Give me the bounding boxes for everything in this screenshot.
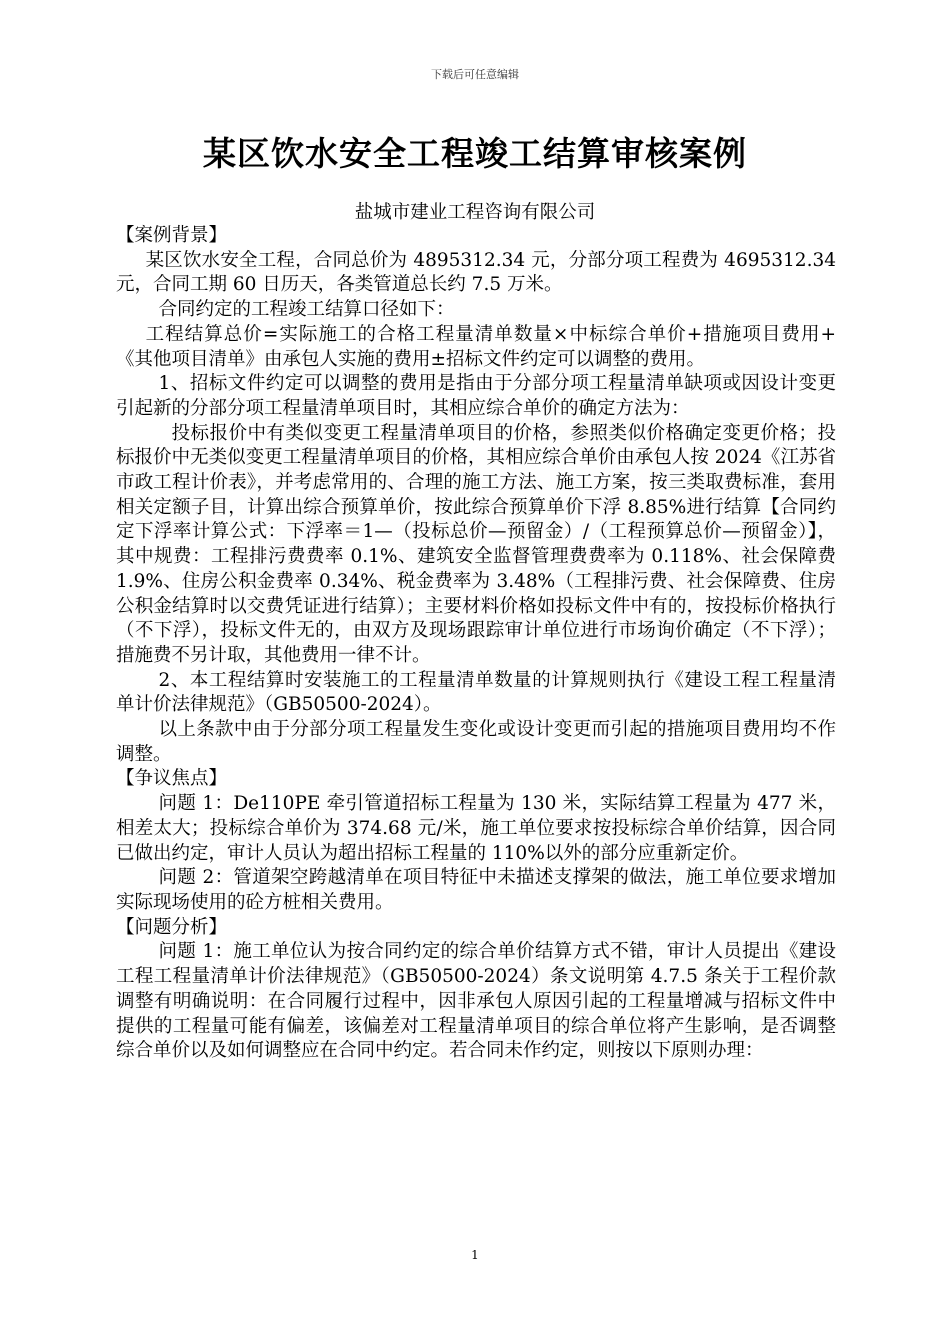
section-heading-analysis: 【问题分析】 — [116, 916, 228, 938]
paragraph: 2、本工程结算时安装施工的工程量清单数量的计算规则执行《建设工程工程量清单计价法律规范》（GB50500-2024）。 — [116, 669, 836, 716]
paragraph: 合同约定的工程竣工结算口径如下： — [158, 299, 455, 321]
paragraph: 问题 2：管道架空跨越清单在项目特征中未描述支撑架的做法，施工单位要求增加实际现场使用的砼方桩相关费用。 — [116, 867, 836, 913]
paragraph: 工程结算总价=实际施工的合格工程量清单数量×中标综合单价+措施项目费用+《其他项目清单》由承包人实施的费用±招标文件约定可以调整的费用。 — [116, 323, 836, 370]
paragraph: 某区饮水安全工程，合同总价为 4895312.34 元，分部分项工程费为 4695312.34 元，合同工期 60 日历天，各类管道总长约 7.5 万米。 — [116, 249, 836, 296]
company-name: 盐城市建业工程咨询有限公司 — [354, 202, 596, 223]
paragraph: 问题 1：施工单位认为按合同约定的综合单价结算方式不错，审计人员提出《建设工程工程量清单计价法律规范》（GB50500-2024）条文说明第 4.7.5 条关于工程价款调整有明确说明：在合同履行过程中，因非承包人原因引起的工程量增减与招标文件中提供的工程量可能有偏差，该偏差对工程量清单项目的综合单位将产生影响，是否调整综合单价以及如何调整应在合同中约定。若合同未作约定，则按以下原则办理： — [116, 941, 836, 1062]
paragraph: 1、招标文件约定可以调整的费用是指由于分部分项工程量清单缺项或因设计变更引起新的分部分项工程量清单项目时，其相应综合单价的确定方法为： — [116, 373, 836, 419]
document-title: 某区饮水安全工程竣工结算审核案例 — [203, 134, 747, 173]
document-body — [116, 224, 836, 1064]
paragraph: 投标报价中有类似变更工程量清单项目的价格，参照类似价格确定变更价格；投标报价中无类似变更工程量清单项目的价格，其相应综合单价由承包人按 2024《江苏省市政工程计价表》，并考虑常用的、合理的施工方法、施工方案，按三类取费标准，套用相关定额子目，计算出综合预算单价，按此综合预算单价下浮 8.85%进行结算【合同约定下浮率计算公式：下浮率＝1—（投标总价—预留金）/（工程预算总价—预留金）】，其中规费：工程排污费费率 0.1%、建筑安全监督管理费费率为 0.118%、社会保障费 1.9%、住房公积金费率 0.34%、税金费率为 3.48%（工程排污费、社会保障费、住房公积金结算时以交费凭证进行结算）；主要材料价格如投标文件中有的，按投标价格执行（不下浮），投标文件无的，由双方及现场跟踪审计单位进行市场询价确定（不下浮）；措施费不另计取，其他费用一律不计。 — [116, 422, 836, 666]
section-heading-dispute: 【争议焦点】 — [116, 768, 228, 790]
section-heading-background: 【案例背景】 — [116, 225, 228, 246]
page-number: 1 — [471, 1248, 479, 1262]
paragraph: 以上条款中由于分部分项工程量发生变化或设计变更而引起的措施项目费用均不作调整。 — [116, 719, 836, 765]
header-note: 下载后可任意编辑 — [431, 68, 519, 81]
paragraph: 问题 1：De110PE 牵引管道招标工程量为 130 米，实际结算工程量为 477 米，相差太大；投标综合单价为 374.68 元/米，施工单位要求按投标综合单价结算，因合同已做出约定，审计人员认为超出招标工程量的 110%以外的部分应重新定价。 — [116, 793, 836, 864]
